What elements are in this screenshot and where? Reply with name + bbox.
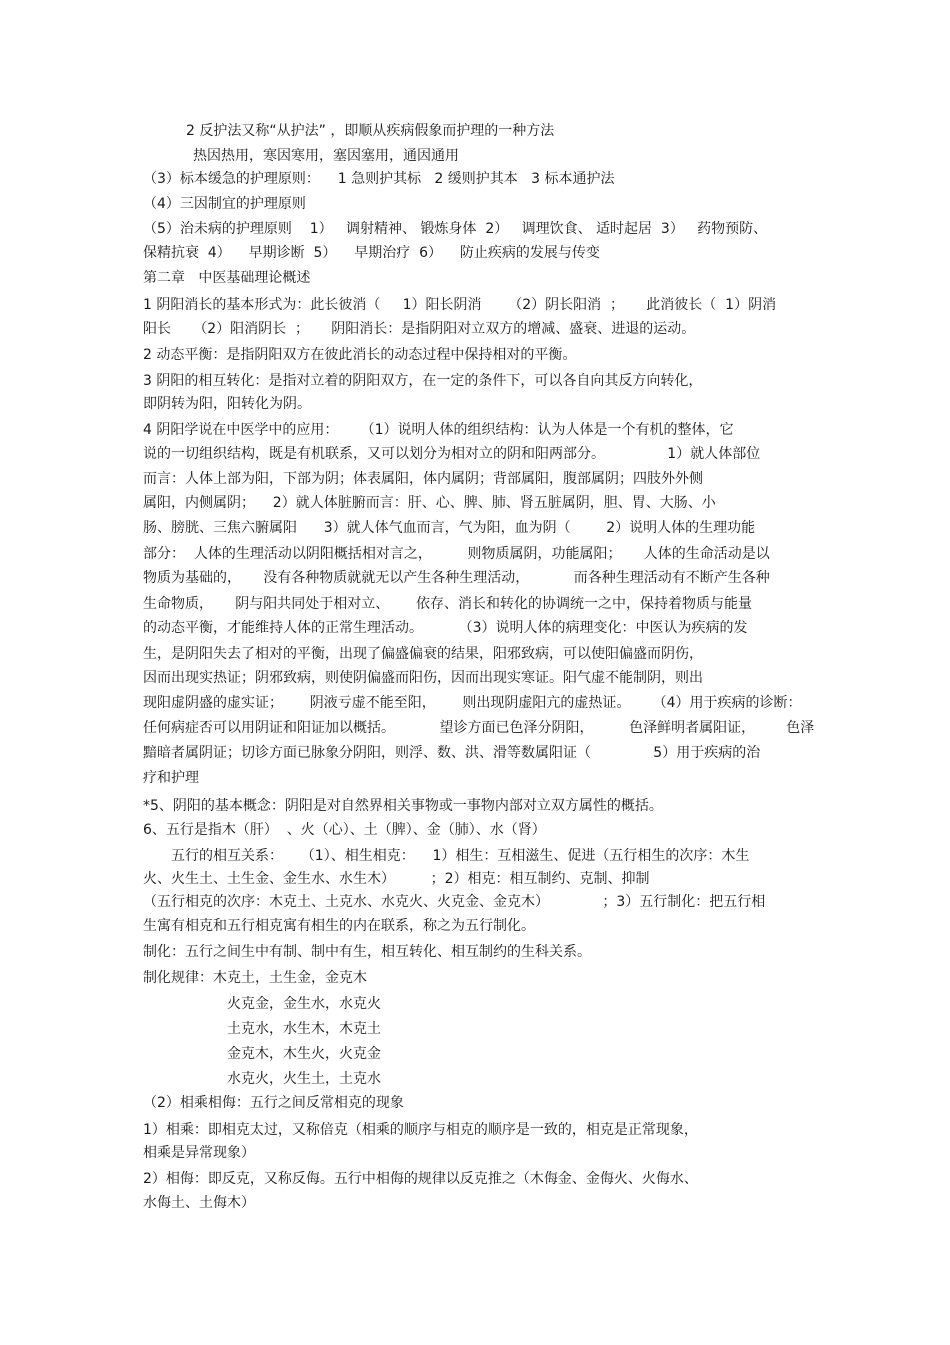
text-line: （2）相乘相侮：五行之间反常相克的现象 bbox=[143, 1095, 404, 1111]
text-line: 金克木，木生火，火克金 bbox=[227, 1046, 381, 1062]
text-line: （五行相克的次序：木克土、土克水、水克火、火克金、金克木） ；3）五行制化：把五行相 bbox=[143, 894, 766, 910]
text-line: 说的一切组织结构，既是有机联系，又可以划分为相对立的阴和阳两部分。 1）就人体部位 bbox=[143, 446, 761, 462]
text-line: *5、阴阳的基本概念：阴阳是对自然界相关事物或一事物内部对立双方属性的概括。 bbox=[143, 798, 663, 814]
text-line: 热因热用，寒因寒用，塞因塞用，通因通用 bbox=[193, 148, 459, 164]
text-line: 2 动态平衡：是指阴阳双方在彼此消长的动态过程中保持相对的平衡。 bbox=[143, 347, 577, 363]
text-line: 土克水，水生木，木克土 bbox=[227, 1021, 381, 1037]
text-line: 火克金，金生水，水克火 bbox=[227, 996, 381, 1012]
text-line: （5）治未病的护理原则 1） 调射精神、 锻炼身体 2） 调理饮食、 适时起居 3） 药物预防、 bbox=[143, 221, 768, 237]
text-line: 阳长 （2）阳消阴长 ； 阴阳消长：是指阴阳对立双方的增减、盛衰、进退的运动。 bbox=[143, 321, 696, 337]
text-line: 3 阴阳的相互转化：是指对立着的阴阳双方，在一定的条件下，可以各自向其反方向转化， bbox=[143, 373, 703, 389]
text-line: 相乘是异常现象） bbox=[143, 1145, 255, 1161]
text-line: 任何病症否可以用阴证和阳证加以概括。 望诊方面已色泽分阴阳， 色泽鲜明者属阳证， 色泽 bbox=[143, 720, 815, 736]
text-line: 6、五行是指木（肝） 、火（心）、土（脾）、金（肺）、水（肾） bbox=[143, 822, 546, 838]
text-line: 的动态平衡，才能维持人体的正常生理活动。 （3）说明人体的病理变化：中医认为疾病的发 bbox=[143, 620, 748, 636]
text-line: 肠、膀胱、三焦六腑属阳 3）就人体气血而言，气为阳，血为阴（ 2）说明人体的生理功能 bbox=[143, 520, 756, 536]
text-line: 因而出现实热证；阴邪致病，则使阴偏盛而阳伤，因而出现实寒证。阳气虚不能制阴，则出 bbox=[143, 670, 703, 686]
text-line: 生寓有相克和五行相克寓有相生的内在联系，称之为五行制化。 bbox=[143, 918, 535, 934]
text-line: 制化：五行之间生中有制、制中有生，相互转化、相互制约的生科关系。 bbox=[143, 944, 591, 960]
text-line: 1 阴阳消长的基本形式为：此长彼消（ 1）阳长阴消 （2）阴长阳消 ； 此消彼长（ 1）阴消 bbox=[143, 297, 777, 313]
text-line: 1）相乘：即相克太过，又称倍克（相乘的顺序与相克的顺序是一致的，相克是正常现象， bbox=[143, 1122, 698, 1138]
text-line: 黯暗者属阴证；切诊方面已脉象分阴阳，则浮、数、洪、滑等数属阳证（ 5）用于疾病的治 bbox=[143, 745, 761, 761]
text-line: 属阳，内侧属阴； 2）就人体脏腑而言：肝、心、脾、肺、肾五脏属阴，胆、胃、大肠、小 bbox=[143, 495, 716, 511]
text-line: 2 反护法又称“从护法” ，即顺从疾病假象而护理的一种方法 bbox=[186, 123, 555, 139]
text-line: 水克火，火生土，土克水 bbox=[227, 1071, 381, 1087]
text-line: 火、火生土、土生金、金生水、水生木） ；2）相克：相互制约、克制、抑制 bbox=[143, 871, 650, 887]
text-line: 保精抗衰 4） 早期诊断 5） 早期治疗 6） 防止疾病的发展与传变 bbox=[143, 245, 600, 261]
text-line: 物质为基础的， 没有各种物质就就无以产生各种生理活动， 而各种生理活动有不断产生各种 bbox=[143, 570, 770, 586]
chapter-heading: 第二章 中医基础理论概述 bbox=[143, 270, 311, 286]
text-line: 部分： 人体的生理活动以阴阳概括相对言之， 则物质属阴，功能属阳； 人体的生命活动是以 bbox=[143, 546, 770, 562]
text-line: 五行的相互关系： （1）、相生相克： 1）相生：互相滋生、促进（五行相生的次序：木生 bbox=[171, 848, 750, 864]
text-line: （3）标本缓急的护理原则： 1 急则护其标 2 缓则护其本 3 标本通护法 bbox=[143, 171, 615, 187]
text-line: 制化规律：木克土，土生金，金克木 bbox=[143, 970, 367, 986]
text-line: 而言：人体上部为阳，下部为阴；体表属阳，体内属阴；背部属阳，腹部属阴；四肢外外侧 bbox=[143, 471, 703, 487]
text-line: （4）三因制宜的护理原则 bbox=[143, 196, 306, 212]
text-line: 水侮土、土侮木） bbox=[143, 1195, 255, 1211]
text-line: 生，是阴阳失去了相对的平衡，出现了偏盛偏衰的结果，阳邪致病，可以使阳偏盛而阴伤， bbox=[143, 646, 703, 662]
text-line: 即阴转为阳，阳转化为阴。 bbox=[143, 396, 311, 412]
text-line: 2）相侮：即反克，又称反侮。五行中相侮的规律以反克推之（木侮金、金侮火、火侮水、 bbox=[143, 1171, 698, 1187]
text-line: 现阳虚阴盛的虚实证； 阴液亏虚不能至阳， 则出现阴虚阳亢的虚热证。 （4）用于疾病的诊断： bbox=[143, 695, 802, 711]
text-line: 疗和护理 bbox=[143, 770, 199, 786]
text-line: 生命物质， 阴与阳共同处于相对立、 依存、消长和转化的协调统一之中，保持着物质与能量 bbox=[143, 596, 752, 612]
text-line: 4 阴阳学说在中医学中的应用： （1）说明人体的组织结构：认为人体是一个有机的整体，它 bbox=[143, 422, 734, 438]
